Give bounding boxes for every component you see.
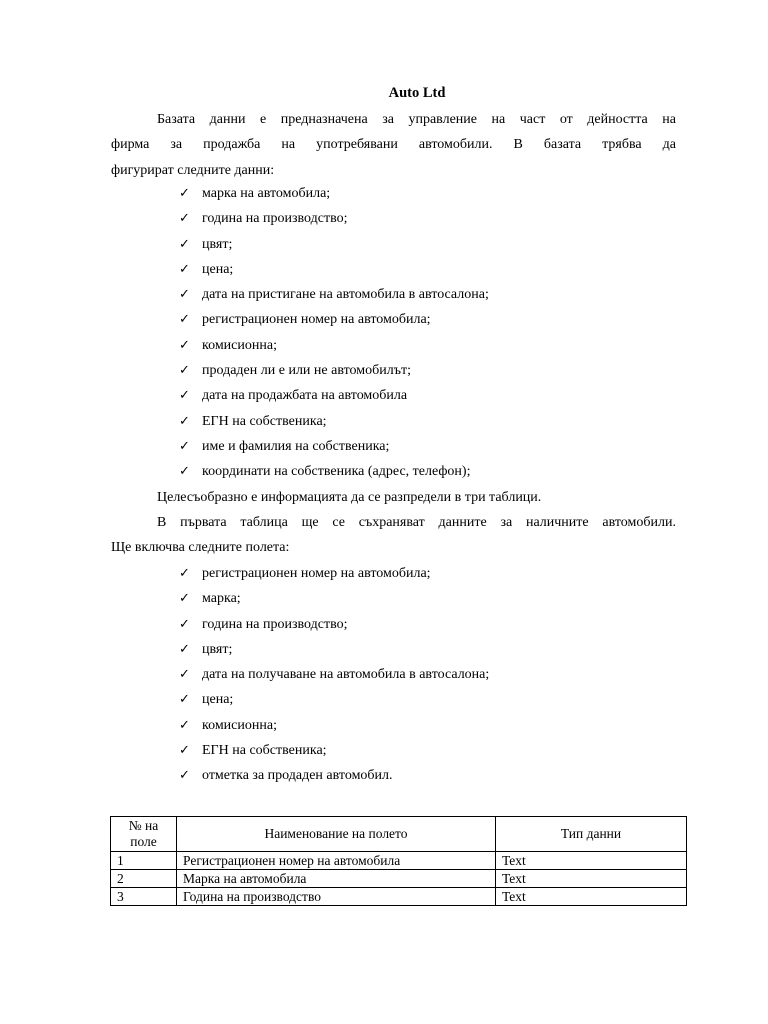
intro-line-3: фигурират следните данни: [111,162,275,178]
cell-number: 3 [111,888,177,906]
list-item: ✓ година на производство; [179,206,489,231]
list-item: ✓ цена; [179,257,489,282]
cell-name: Марка на автомобила [177,870,496,888]
list-item: ✓ цвят; [179,232,489,257]
checkmark-icon: ✓ [179,438,190,454]
checkmark-icon: ✓ [179,641,190,657]
checkmark-icon: ✓ [179,667,190,683]
checkmark-icon: ✓ [179,566,190,581]
checkmark-icon: ✓ [179,413,190,429]
tables-paragraph [111,485,676,510]
checkmark-icon: ✓ [179,287,190,303]
first-table-paragraph [111,510,676,561]
checkmark-icon: ✓ [179,464,190,480]
checkmark-icon: ✓ [179,692,190,708]
list-item: ✓ име и фамилия на собственика; [179,434,489,459]
list-item: ✓ ЕГН на собственика; [179,409,489,434]
checkmark-icon: ✓ [179,261,190,277]
checkmark-icon: ✓ [179,363,190,379]
tables-line: Целесъобразно е информацията да се разпредели в три таблици. [157,490,542,505]
checkmark-icon: ✓ [179,337,190,353]
checkmark-icon: ✓ [179,312,190,328]
list-item: ✓ цена; [179,687,489,712]
first-table-line-1: В първата таблица ще се съхраняват данните за наличните автомобили. [157,515,676,530]
table-row [111,852,687,870]
cell-name: Година на производство [177,888,496,906]
list-item: ✓ ЕГН на собственика; [179,738,489,763]
fields-list [179,561,489,789]
checkmark-icon: ✓ [179,743,190,759]
checkmark-icon: ✓ [179,768,190,784]
column-header-number: № на поле [111,817,177,852]
column-header-type: Тип данни [496,817,687,852]
list-item: ✓ регистрационен номер на автомобила; [179,307,489,332]
checkmark-icon: ✓ [179,186,190,201]
table-header-row [111,817,687,852]
intro-line-2: фирма за продажба на употребявани автомобили. В базата трябва да [111,137,676,153]
list-item: ✓ марка на автомобила; [179,181,489,206]
list-item: ✓ цвят; [179,637,489,662]
checkmark-icon: ✓ [179,717,190,733]
cell-name: Регистрационен номер на автомобила [177,852,496,870]
table-row [111,888,687,906]
checkmark-icon: ✓ [179,616,190,632]
cell-type: Text [496,870,687,888]
document-title: Auto Ltd [388,85,446,101]
list-item: ✓ дата на пристигане на автомобила в автосалона; [179,282,489,307]
list-item: ✓ комисионна; [179,333,489,358]
list-item: ✓ дата на продажбата на автомобила [179,383,489,408]
column-header-name: Наименование на полето [177,817,496,852]
checkmark-icon: ✓ [179,211,190,227]
checkmark-icon: ✓ [179,591,190,607]
list-item: ✓ марка; [179,586,489,611]
list-item: ✓ отметка за продаден автомобил. [179,763,489,788]
first-table-line-2: Ще включва следните полета: [111,540,290,556]
cell-type: Text [496,852,687,870]
list-item: ✓ година на производство; [179,612,489,637]
list-item: ✓ продаден ли е или не автомобилът; [179,358,489,383]
cell-type: Text [496,888,687,906]
cell-number: 2 [111,870,177,888]
list-item: ✓ комисионна; [179,713,489,738]
intro-paragraph [111,107,676,183]
list-item: ✓ регистрационен номер на автомобила; [179,561,489,586]
table-row [111,870,687,888]
list-item: ✓ координати на собственика (адрес, телефон); [179,459,489,484]
cell-number: 1 [111,852,177,870]
list-item: ✓ дата на получаване на автомобила в автосалона; [179,662,489,687]
checkmark-icon: ✓ [179,236,190,252]
intro-line-1: Базата данни е предназначена за управление на част от дейността на [157,112,676,127]
required-data-list [179,181,489,485]
fields-table [110,816,687,906]
checkmark-icon: ✓ [179,388,190,404]
